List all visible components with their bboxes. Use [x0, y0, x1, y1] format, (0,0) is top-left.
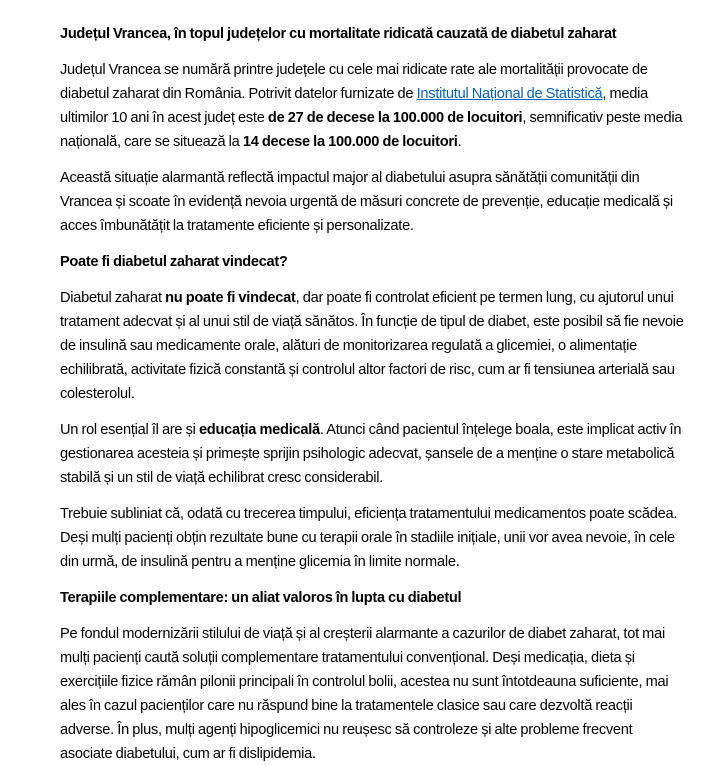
heading-vrancea-mortality: Județul Vrancea, în topul județelor cu mortalitate ridicată cauzată de diabetul zaharat: [60, 26, 617, 42]
bold-not-curable: nu poate fi vindecat: [165, 290, 296, 306]
heading-complementary-therapies: Terapiile complementare: un aliat valoros în lupta cu diabetul: [60, 590, 462, 606]
bold-national-rate: 14 decese la 100.000 de locuitori: [242, 134, 458, 150]
paragraph-not-curable: [60, 286, 686, 406]
text-segment: Județul Vrancea se numără printre județele cu cele mai ridicate rate ale mortalității provocate de diabetul zaharat din România. Potrivit datelor furnizate de: [60, 62, 648, 102]
text-segment: .: [457, 134, 462, 150]
paragraph-complementary-solutions: Pe fondul modernizării stilului de viață și al creșterii alarmante a cazurilor de diabet zaharat, tot mai mulți pacienți caută soluții complementare tratamentului convențional. Deși medicația, dieta și exercițiile fizice rămân pilonii principali în controlul bolii, acestea nu sunt întotdeauna suficiente, mai ales în cazul pacienților care nu răspund bine la tratamentele clasice sau care dezvoltă reacții adverse. În plus, mulți agenți hipoglicemici nu reușesc să controleze și alte probleme frecvent asociate diabetului, cum ar fi dislipidemia.: [60, 626, 669, 762]
ins-link[interactable]: Institutul Național de Statistică: [416, 86, 603, 102]
text-segment: , semnificativ peste media națională, care se situează la: [60, 110, 683, 150]
text-segment: , media ultimilor 10 ani în acest județ este: [60, 86, 648, 126]
paragraph-treatment-efficiency: Trebuie subliniat că, odată cu trecerea timpului, eficiența tratamentului medicamentos poate scădea. Deși mulți pacienți obțin rezultate bune cu terapii orale în stadiile inițiale, unii vor avea nevoie, în cele din urmă, de insulină pentru a menține glicemia în limite normale.: [60, 506, 678, 570]
text-segment: . Atunci când pacientul înțelege boala, este implicat activ în gestionarea acesteia și primește sprijin psihologic adecvat, șansele de a menține o stare metabolică stabilă și un stil de viață echilibrat cresc considerabil.: [60, 422, 682, 486]
bold-county-rate: de 27 de decese la 100.000 de locuitori: [267, 110, 523, 126]
heading-can-be-cured: Poate fi diabetul zaharat vindecat?: [60, 254, 288, 270]
bold-medical-education: educația medicală: [198, 422, 320, 438]
text-segment: , dar poate fi controlat eficient pe termen lung, cu ajutorul unui tratament adecvat și al unui stil de viață sănătos. În funcție de tipul de diabet, este posibil să fie nevoie de insulină sau medicamente orale, alături de monitorizarea regulată a glicemiei, o alimentație echilibrată, activitate fizică constantă și controlul altor factori de risc, cum ar fi tensiunea arterială sau colesterolul.: [60, 290, 684, 402]
paragraph-medical-education: [60, 418, 686, 490]
text-segment: Diabetul zaharat: [60, 290, 166, 306]
paragraph-statistics: [60, 58, 686, 154]
text-segment: Un rol esențial îl are și: [60, 422, 199, 438]
paragraph-alarming-situation: Această situație alarmantă reflectă impactul major al diabetului asupra sănătății comunității din Vrancea și scoate în evidență nevoia urgentă de măsuri concrete de prevenție, educație medicală și acces îmbunătățit la tratamente eficiente și personalizate.: [60, 170, 673, 234]
